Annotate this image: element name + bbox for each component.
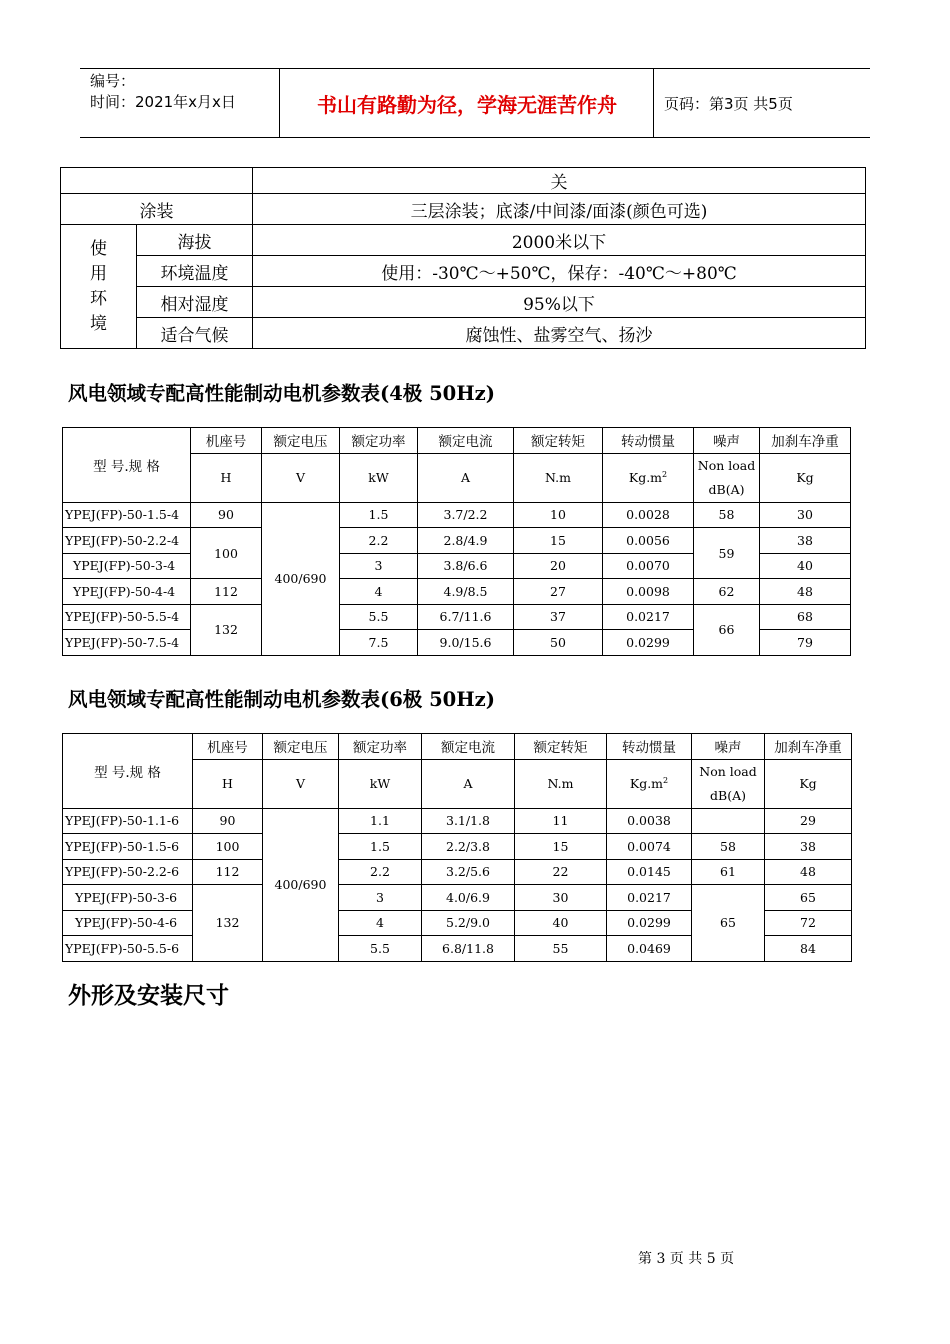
voltage-cell: 400/690 xyxy=(262,502,340,655)
model-cell: YPEJ(FP)-50-3-6 xyxy=(63,885,193,911)
torque-cell: 10 xyxy=(514,502,603,528)
weight-cell: 68 xyxy=(760,604,851,630)
unit-cell: Non load dB(A) xyxy=(692,759,765,808)
model-cell: YPEJ(FP)-50-4-4 xyxy=(63,579,191,605)
frame-cell: 90 xyxy=(193,808,263,834)
unit-cell: Kg xyxy=(760,453,851,502)
env-row-label: 相对湿度 xyxy=(137,287,253,318)
noise-cell: 66 xyxy=(694,604,760,655)
weight-cell: 29 xyxy=(765,808,852,834)
weight-cell: 40 xyxy=(760,553,851,579)
serial-label: 编号： xyxy=(90,72,136,90)
weight-cell: 65 xyxy=(765,885,852,911)
env-row-label: 环境温度 xyxy=(137,256,253,287)
frame-cell: 112 xyxy=(193,859,263,885)
voltage-cell: 400/690 xyxy=(263,808,339,961)
power-cell: 7.5 xyxy=(340,630,418,656)
inertia-cell: 0.0469 xyxy=(607,936,692,962)
unit-cell: Non load dB(A) xyxy=(694,453,760,502)
torque-cell: 40 xyxy=(515,910,607,936)
unit-cell: kW xyxy=(339,759,422,808)
env-group-label xyxy=(61,225,137,349)
torque-cell: 50 xyxy=(514,630,603,656)
col-header: 转动惯量 xyxy=(603,428,694,454)
model-cell: YPEJ(FP)-50-2.2-4 xyxy=(63,528,191,554)
env-row-value: 使用：-30℃～+50℃，保存：-40℃～+80℃ xyxy=(253,256,866,287)
inertia-cell: 0.0056 xyxy=(603,528,694,554)
torque-cell: 30 xyxy=(515,885,607,911)
coating-value: 三层涂装；底漆/中间漆/面漆(颜色可选) xyxy=(253,194,866,225)
frame-cell: 90 xyxy=(191,502,262,528)
torque-cell: 37 xyxy=(514,604,603,630)
current-cell: 6.8/11.8 xyxy=(422,936,515,962)
env-group-text: 使 用 环 境 xyxy=(90,238,107,334)
col-header: 机座号 xyxy=(193,734,263,760)
torque-cell: 15 xyxy=(515,834,607,860)
current-cell: 5.2/9.0 xyxy=(422,910,515,936)
unit-cell: Kg xyxy=(765,759,852,808)
frame-cell: 100 xyxy=(191,528,262,579)
torque-cell: 55 xyxy=(515,936,607,962)
inertia-cell: 0.0028 xyxy=(603,502,694,528)
torque-cell: 11 xyxy=(515,808,607,834)
weight-cell: 38 xyxy=(765,834,852,860)
power-cell: 5.5 xyxy=(339,936,422,962)
col-header: 额定转矩 xyxy=(515,734,607,760)
weight-cell: 79 xyxy=(760,630,851,656)
unit-cell: V xyxy=(263,759,339,808)
col-header: 加刹车净重 xyxy=(760,428,851,454)
inertia-unit: Kg.m xyxy=(629,776,664,792)
current-cell: 3.1/1.8 xyxy=(422,808,515,834)
header-meta xyxy=(80,69,280,137)
power-cell: 5.5 xyxy=(340,604,418,630)
header-page-info: 页码：第3页 共5页 xyxy=(664,94,793,113)
weight-cell: 38 xyxy=(760,528,851,554)
col-header: 噪声 xyxy=(694,428,760,454)
torque-cell: 15 xyxy=(514,528,603,554)
power-cell: 1.5 xyxy=(339,834,422,860)
col-header: 额定电流 xyxy=(418,428,514,454)
model-cell: YPEJ(FP)-50-3-4 xyxy=(63,553,191,579)
inertia-cell: 0.0299 xyxy=(603,630,694,656)
current-cell: 2.8/4.9 xyxy=(418,528,514,554)
frame-cell: 112 xyxy=(191,579,262,605)
weight-cell: 30 xyxy=(760,502,851,528)
table6-title: 风电领域专配高性能制动电机参数表(6极 50Hz) xyxy=(68,688,495,711)
page-footer: 第 3 页 共 5 页 xyxy=(638,1251,735,1267)
inertia-cell: 0.0070 xyxy=(603,553,694,579)
table4-title: 风电领域专配高性能制动电机参数表(4极 50Hz) xyxy=(68,382,495,405)
params-table-6pole xyxy=(62,733,852,962)
inertia-unit: Kg.m xyxy=(628,470,663,486)
env-row-label: 适合气候 xyxy=(137,318,253,349)
unit-cell xyxy=(607,759,692,808)
unit-cell: N.m xyxy=(515,759,607,808)
col-header: 额定功率 xyxy=(340,428,418,454)
env-row-label: 海拔 xyxy=(137,225,253,256)
noise-cell xyxy=(692,808,765,834)
unit-cell: A xyxy=(422,759,515,808)
env-top-fragment: 关 xyxy=(253,168,866,194)
noise-cell: 58 xyxy=(694,502,760,528)
col-header: 额定功率 xyxy=(339,734,422,760)
model-cell: YPEJ(FP)-50-1.5-6 xyxy=(63,834,193,860)
header-motto: 书山有路勤为径，学海无涯苦作舟 xyxy=(281,69,654,137)
current-cell: 3.7/2.2 xyxy=(418,502,514,528)
inertia-unit-sup: 2 xyxy=(662,469,668,479)
unit-cell: A xyxy=(418,453,514,502)
col-header: 加刹车净重 xyxy=(765,734,852,760)
coating-label: 涂装 xyxy=(61,194,253,225)
current-cell: 6.7/11.6 xyxy=(418,604,514,630)
power-cell: 2.2 xyxy=(340,528,418,554)
frame-cell: 132 xyxy=(193,885,263,962)
col-header: 额定电压 xyxy=(262,428,340,454)
unit-cell: N.m xyxy=(514,453,603,502)
unit-cell xyxy=(603,453,694,502)
unit-cell: kW xyxy=(340,453,418,502)
noise-cell: 61 xyxy=(692,859,765,885)
current-cell: 3.2/5.6 xyxy=(422,859,515,885)
weight-cell: 72 xyxy=(765,910,852,936)
model-header: 型 号.规 格 xyxy=(63,428,191,503)
weight-cell: 48 xyxy=(765,859,852,885)
inertia-cell: 0.0098 xyxy=(603,579,694,605)
date-label: 时间：2021年x月x日 xyxy=(90,93,236,111)
noise-cell: 59 xyxy=(694,528,760,579)
inertia-cell: 0.0217 xyxy=(607,885,692,911)
weight-cell: 84 xyxy=(765,936,852,962)
col-header: 额定电流 xyxy=(422,734,515,760)
power-cell: 3 xyxy=(340,553,418,579)
frame-cell: 132 xyxy=(191,604,262,655)
col-header: 额定转矩 xyxy=(514,428,603,454)
noise-cell: 58 xyxy=(692,834,765,860)
col-header: 机座号 xyxy=(191,428,262,454)
page-header xyxy=(80,68,870,138)
params-table-4pole xyxy=(62,427,851,656)
current-cell: 3.8/6.6 xyxy=(418,553,514,579)
inertia-cell: 0.0074 xyxy=(607,834,692,860)
inertia-cell: 0.0217 xyxy=(603,604,694,630)
inertia-cell: 0.0038 xyxy=(607,808,692,834)
unit-cell: H xyxy=(193,759,263,808)
col-header: 转动惯量 xyxy=(607,734,692,760)
current-cell: 4.9/8.5 xyxy=(418,579,514,605)
env-row-value: 腐蚀性、盐雾空气、扬沙 xyxy=(253,318,866,349)
power-cell: 3 xyxy=(339,885,422,911)
inertia-unit-sup: 2 xyxy=(663,775,669,785)
inertia-cell: 0.0299 xyxy=(607,910,692,936)
unit-cell: V xyxy=(262,453,340,502)
power-cell: 4 xyxy=(339,910,422,936)
model-cell: YPEJ(FP)-50-1.5-4 xyxy=(63,502,191,528)
noise-cell: 62 xyxy=(694,579,760,605)
env-empty-cell xyxy=(61,168,253,194)
model-cell: YPEJ(FP)-50-5.5-4 xyxy=(63,604,191,630)
torque-cell: 27 xyxy=(514,579,603,605)
env-row-value: 95%以下 xyxy=(253,287,866,318)
current-cell: 2.2/3.8 xyxy=(422,834,515,860)
current-cell: 4.0/6.9 xyxy=(422,885,515,911)
power-cell: 1.1 xyxy=(339,808,422,834)
torque-cell: 20 xyxy=(514,553,603,579)
model-cell: YPEJ(FP)-50-5.5-6 xyxy=(63,936,193,962)
section-title: 外形及安装尺寸 xyxy=(68,982,229,1009)
model-header: 型 号.规 格 xyxy=(63,734,193,809)
inertia-cell: 0.0145 xyxy=(607,859,692,885)
torque-cell: 22 xyxy=(515,859,607,885)
current-cell: 9.0/15.6 xyxy=(418,630,514,656)
col-header: 额定电压 xyxy=(263,734,339,760)
model-cell: YPEJ(FP)-50-4-6 xyxy=(63,910,193,936)
col-header: 噪声 xyxy=(692,734,765,760)
power-cell: 1.5 xyxy=(340,502,418,528)
power-cell: 4 xyxy=(340,579,418,605)
environment-table xyxy=(60,167,866,349)
power-cell: 2.2 xyxy=(339,859,422,885)
frame-cell: 100 xyxy=(193,834,263,860)
unit-cell: H xyxy=(191,453,262,502)
model-cell: YPEJ(FP)-50-1.1-6 xyxy=(63,808,193,834)
env-row-value: 2000米以下 xyxy=(253,225,866,256)
noise-cell: 65 xyxy=(692,885,765,962)
model-cell: YPEJ(FP)-50-2.2-6 xyxy=(63,859,193,885)
weight-cell: 48 xyxy=(760,579,851,605)
model-cell: YPEJ(FP)-50-7.5-4 xyxy=(63,630,191,656)
